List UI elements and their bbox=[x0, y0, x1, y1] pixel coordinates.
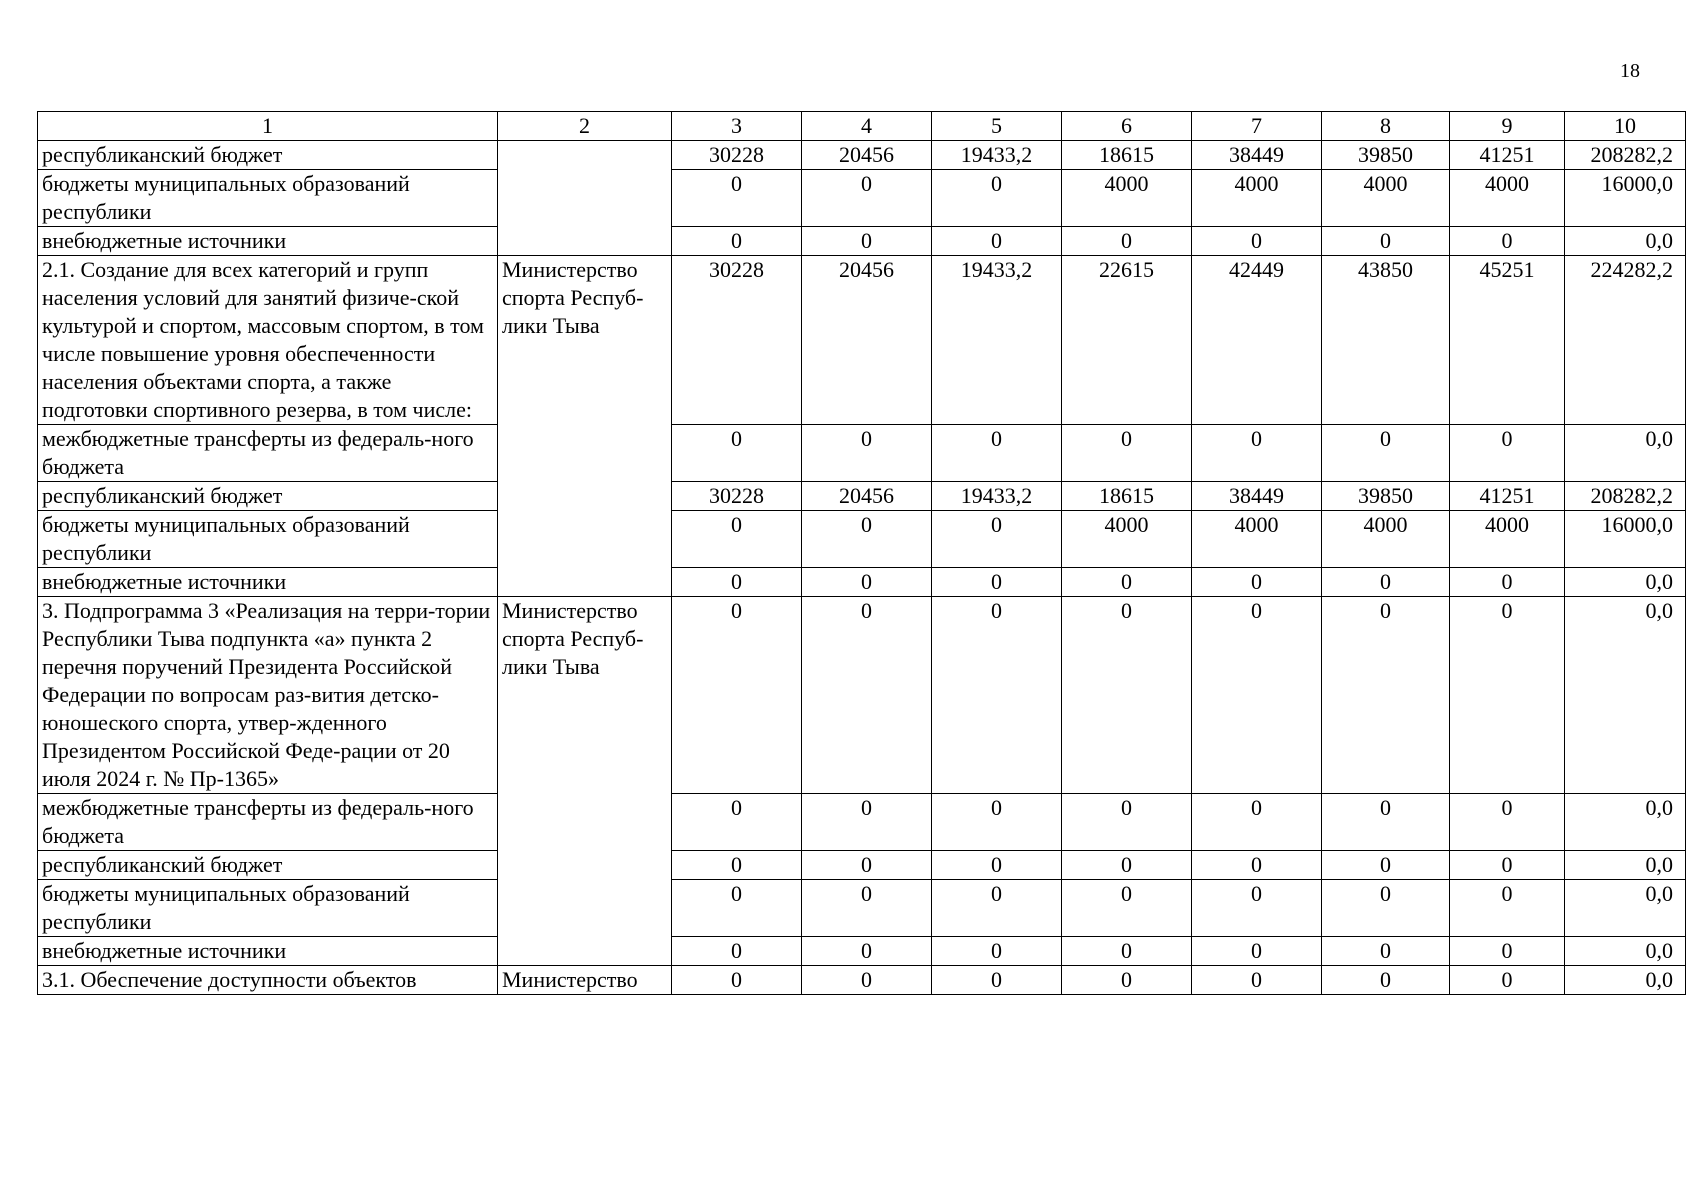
value-cell: 0 bbox=[932, 966, 1062, 995]
table-row bbox=[38, 425, 1686, 482]
value-cell: 0 bbox=[1322, 966, 1450, 995]
value-cell: 0 bbox=[672, 880, 802, 937]
value-cell: 0 bbox=[932, 851, 1062, 880]
value-cell: 38449 bbox=[1192, 141, 1322, 170]
value-cell: 39850 bbox=[1322, 141, 1450, 170]
value-cell: 4000 bbox=[1192, 511, 1322, 568]
table-row bbox=[38, 597, 1686, 794]
column-header: 8 bbox=[1322, 112, 1450, 141]
column-header: 1 bbox=[38, 112, 498, 141]
table-row bbox=[38, 482, 1686, 511]
total-cell: 0,0 bbox=[1565, 597, 1686, 794]
responsible-executor: Министерство bbox=[498, 966, 672, 995]
value-cell: 0 bbox=[802, 794, 932, 851]
value-cell: 0 bbox=[1450, 937, 1565, 966]
column-header: 2 bbox=[498, 112, 672, 141]
value-cell: 0 bbox=[1450, 568, 1565, 597]
value-cell: 0 bbox=[932, 597, 1062, 794]
value-cell: 4000 bbox=[1322, 511, 1450, 568]
total-cell: 16000,0 bbox=[1565, 511, 1686, 568]
column-header: 6 bbox=[1062, 112, 1192, 141]
column-header: 7 bbox=[1192, 112, 1322, 141]
value-cell: 0 bbox=[802, 227, 932, 256]
table-row bbox=[38, 256, 1686, 425]
value-cell: 0 bbox=[1062, 227, 1192, 256]
value-cell: 0 bbox=[802, 511, 932, 568]
value-cell: 18615 bbox=[1062, 141, 1192, 170]
value-cell: 0 bbox=[1192, 597, 1322, 794]
row-label: бюджеты муниципальных образований республики bbox=[38, 511, 498, 568]
row-label: межбюджетные трансферты из федераль-ного бюджета bbox=[38, 794, 498, 851]
table-row bbox=[38, 966, 1686, 995]
total-cell: 16000,0 bbox=[1565, 170, 1686, 227]
value-cell: 4000 bbox=[1192, 170, 1322, 227]
value-cell: 0 bbox=[1192, 425, 1322, 482]
total-cell: 0,0 bbox=[1565, 227, 1686, 256]
value-cell: 0 bbox=[932, 425, 1062, 482]
value-cell: 30228 bbox=[672, 256, 802, 425]
value-cell: 0 bbox=[1062, 851, 1192, 880]
value-cell: 0 bbox=[1322, 794, 1450, 851]
value-cell: 0 bbox=[672, 227, 802, 256]
value-cell: 0 bbox=[802, 851, 932, 880]
row-label: республиканский бюджет bbox=[38, 482, 498, 511]
value-cell: 0 bbox=[1062, 597, 1192, 794]
responsible-executor bbox=[498, 141, 672, 256]
value-cell: 0 bbox=[932, 937, 1062, 966]
value-cell: 0 bbox=[1192, 227, 1322, 256]
table-row bbox=[38, 794, 1686, 851]
value-cell: 0 bbox=[932, 511, 1062, 568]
value-cell: 19433,2 bbox=[932, 141, 1062, 170]
value-cell: 0 bbox=[932, 227, 1062, 256]
table-row bbox=[38, 851, 1686, 880]
value-cell: 0 bbox=[1450, 597, 1565, 794]
value-cell: 30228 bbox=[672, 141, 802, 170]
total-cell: 208282,2 bbox=[1565, 141, 1686, 170]
value-cell: 0 bbox=[672, 966, 802, 995]
value-cell: 0 bbox=[1192, 794, 1322, 851]
value-cell: 0 bbox=[802, 966, 932, 995]
row-label: межбюджетные трансферты из федераль-ного бюджета bbox=[38, 425, 498, 482]
total-cell: 0,0 bbox=[1565, 937, 1686, 966]
total-cell: 0,0 bbox=[1565, 966, 1686, 995]
value-cell: 0 bbox=[1450, 851, 1565, 880]
value-cell: 0 bbox=[1062, 880, 1192, 937]
row-label: внебюджетные источники bbox=[38, 568, 498, 597]
value-cell: 0 bbox=[1192, 568, 1322, 597]
row-label: 3.1. Обеспечение доступности объектов bbox=[38, 966, 498, 995]
row-label: внебюджетные источники bbox=[38, 227, 498, 256]
value-cell: 0 bbox=[802, 568, 932, 597]
table-row bbox=[38, 568, 1686, 597]
value-cell: 0 bbox=[1450, 227, 1565, 256]
table-row bbox=[38, 227, 1686, 256]
total-cell: 0,0 bbox=[1565, 425, 1686, 482]
value-cell: 0 bbox=[672, 425, 802, 482]
row-label: республиканский бюджет bbox=[38, 851, 498, 880]
value-cell: 0 bbox=[1322, 227, 1450, 256]
value-cell: 0 bbox=[1062, 794, 1192, 851]
column-header: 10 bbox=[1565, 112, 1686, 141]
value-cell: 18615 bbox=[1062, 482, 1192, 511]
value-cell: 0 bbox=[1322, 937, 1450, 966]
total-cell: 208282,2 bbox=[1565, 482, 1686, 511]
total-cell: 0,0 bbox=[1565, 880, 1686, 937]
value-cell: 0 bbox=[802, 880, 932, 937]
value-cell: 0 bbox=[1322, 597, 1450, 794]
value-cell: 4000 bbox=[1062, 511, 1192, 568]
value-cell: 20456 bbox=[802, 256, 932, 425]
total-cell: 0,0 bbox=[1565, 568, 1686, 597]
value-cell: 0 bbox=[1062, 425, 1192, 482]
value-cell: 0 bbox=[1322, 880, 1450, 937]
value-cell: 0 bbox=[1322, 425, 1450, 482]
value-cell: 43850 bbox=[1322, 256, 1450, 425]
value-cell: 0 bbox=[932, 794, 1062, 851]
value-cell: 0 bbox=[1062, 568, 1192, 597]
value-cell: 4000 bbox=[1322, 170, 1450, 227]
value-cell: 20456 bbox=[802, 141, 932, 170]
value-cell: 0 bbox=[932, 880, 1062, 937]
value-cell: 0 bbox=[802, 937, 932, 966]
header-row bbox=[38, 112, 1686, 141]
row-label: 3. Подпрограмма 3 «Реализация на терри-тории Республики Тыва подпункта «а» пункта 2 перечня поручений Президента Российской Федерации по вопросам раз-вития детско-юношеского спорта, утвер-жденного Президентом Российской Феде-рации от 20 июля 2024 г. № Пр-1365» bbox=[38, 597, 498, 794]
value-cell: 0 bbox=[1192, 851, 1322, 880]
value-cell: 0 bbox=[1450, 425, 1565, 482]
responsible-executor: Министерство спорта Респуб-лики Тыва bbox=[498, 597, 672, 966]
table-row bbox=[38, 937, 1686, 966]
value-cell: 41251 bbox=[1450, 141, 1565, 170]
value-cell: 0 bbox=[1192, 880, 1322, 937]
value-cell: 0 bbox=[672, 511, 802, 568]
value-cell: 38449 bbox=[1192, 482, 1322, 511]
total-cell: 0,0 bbox=[1565, 794, 1686, 851]
value-cell: 0 bbox=[1062, 966, 1192, 995]
column-header: 9 bbox=[1450, 112, 1565, 141]
page-number: 18 bbox=[1620, 60, 1640, 82]
value-cell: 0 bbox=[932, 170, 1062, 227]
table-row bbox=[38, 170, 1686, 227]
value-cell: 0 bbox=[802, 170, 932, 227]
column-header: 5 bbox=[932, 112, 1062, 141]
value-cell: 0 bbox=[1450, 966, 1565, 995]
value-cell: 0 bbox=[802, 425, 932, 482]
column-header: 4 bbox=[802, 112, 932, 141]
total-cell: 0,0 bbox=[1565, 851, 1686, 880]
value-cell: 19433,2 bbox=[932, 482, 1062, 511]
value-cell: 45251 bbox=[1450, 256, 1565, 425]
value-cell: 0 bbox=[1322, 851, 1450, 880]
column-header: 3 bbox=[672, 112, 802, 141]
value-cell: 0 bbox=[672, 794, 802, 851]
value-cell: 20456 bbox=[802, 482, 932, 511]
value-cell: 22615 bbox=[1062, 256, 1192, 425]
value-cell: 0 bbox=[932, 568, 1062, 597]
table-row bbox=[38, 880, 1686, 937]
table-row bbox=[38, 141, 1686, 170]
value-cell: 0 bbox=[672, 937, 802, 966]
value-cell: 30228 bbox=[672, 482, 802, 511]
value-cell: 42449 bbox=[1192, 256, 1322, 425]
value-cell: 0 bbox=[1192, 937, 1322, 966]
value-cell: 0 bbox=[672, 597, 802, 794]
value-cell: 0 bbox=[672, 170, 802, 227]
value-cell: 19433,2 bbox=[932, 256, 1062, 425]
row-label: бюджеты муниципальных образований республики bbox=[38, 880, 498, 937]
row-label: внебюджетные источники bbox=[38, 937, 498, 966]
value-cell: 0 bbox=[1450, 794, 1565, 851]
value-cell: 0 bbox=[1062, 937, 1192, 966]
row-label: бюджеты муниципальных образований республики bbox=[38, 170, 498, 227]
value-cell: 4000 bbox=[1450, 511, 1565, 568]
row-label: республиканский бюджет bbox=[38, 141, 498, 170]
value-cell: 0 bbox=[1322, 568, 1450, 597]
value-cell: 0 bbox=[1450, 880, 1565, 937]
value-cell: 0 bbox=[672, 568, 802, 597]
value-cell: 0 bbox=[672, 851, 802, 880]
value-cell: 0 bbox=[1192, 966, 1322, 995]
row-label: 2.1. Создание для всех категорий и групп населения условий для занятий физиче-ской культурой и спортом, массовым спортом, в том числе повышение уровня обеспеченности населения объектами спорта, а также подготовки спортивного резерва, в том числе: bbox=[38, 256, 498, 425]
total-cell: 224282,2 bbox=[1565, 256, 1686, 425]
value-cell: 0 bbox=[802, 597, 932, 794]
table-row bbox=[38, 511, 1686, 568]
value-cell: 4000 bbox=[1062, 170, 1192, 227]
responsible-executor: Министерство спорта Респуб-лики Тыва bbox=[498, 256, 672, 597]
value-cell: 41251 bbox=[1450, 482, 1565, 511]
value-cell: 4000 bbox=[1450, 170, 1565, 227]
table-body bbox=[38, 141, 1686, 995]
budget-table bbox=[37, 111, 1686, 995]
value-cell: 39850 bbox=[1322, 482, 1450, 511]
